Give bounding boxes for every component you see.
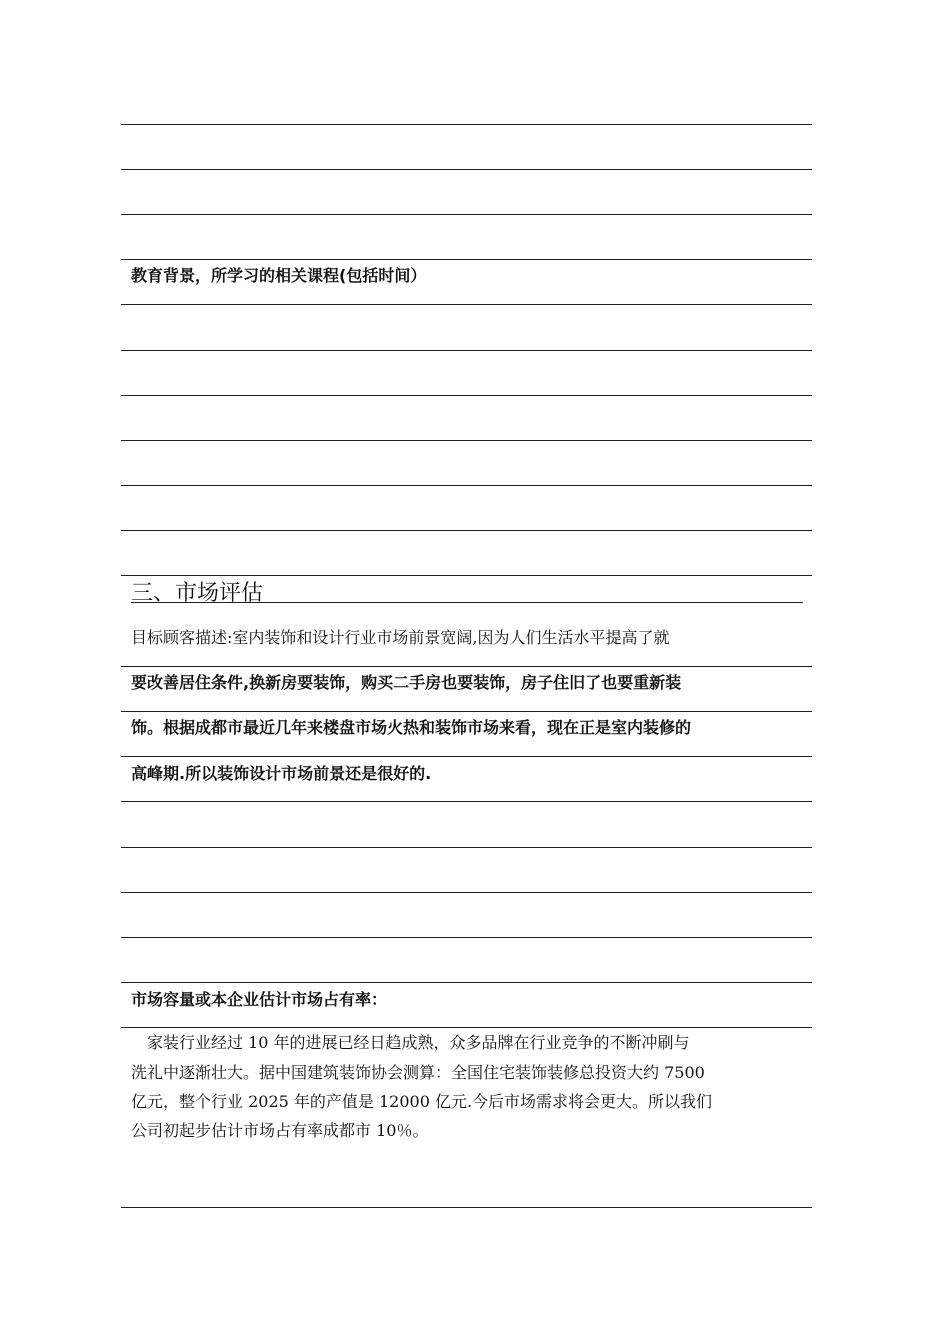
market-paragraph-line: 家装行业经过 10 年的进展已经日趋成熟，众多品牌在行业竞争的不断冲刷与 — [147, 1033, 690, 1052]
education-label: 教育背景，所学习的相关课程(包括时间） — [131, 266, 427, 285]
market-paragraph-line: 亿元，整个行业 2025 年的产值是 12000 亿元.今后市场需求将会更大。所以我们 — [131, 1092, 713, 1111]
heading-underline — [131, 602, 803, 603]
form-line — [121, 892, 812, 893]
form-line — [121, 711, 812, 712]
form-line — [121, 1207, 812, 1208]
market-paragraph-line: 公司初起步估计市场占有率成都市 10％。 — [131, 1121, 429, 1140]
target-customer-line: 目标顾客描述:室内装饰和设计行业市场前景宽阔,因为人们生活水平提高了就 — [131, 628, 670, 647]
form-line — [121, 485, 812, 486]
form-line — [121, 982, 812, 983]
market-share-label: 市场容量或本企业估计市场占有率： — [131, 990, 388, 1009]
form-line — [121, 259, 812, 260]
form-line — [121, 756, 812, 757]
form-line — [121, 214, 812, 215]
form-line — [121, 666, 812, 667]
form-line — [121, 1027, 812, 1028]
form-line — [121, 440, 812, 441]
form-line — [121, 530, 812, 531]
form-line — [121, 124, 812, 125]
target-customer-line: 饰。根据成都市最近几年来楼盘市场火热和装饰市场来看，现在正是室内装修的 — [131, 718, 692, 737]
form-line — [121, 350, 812, 351]
form-line — [121, 801, 812, 802]
target-customer-line: 要改善居住条件,换新房要装饰，购买二手房也要装饰，房子住旧了也要重新装 — [131, 673, 682, 692]
target-customer-line: 高峰期.所以装饰设计市场前景还是很好的. — [131, 764, 432, 783]
market-paragraph-line: 洗礼中逐渐壮大。据中国建筑装饰协会测算：全国住宅装饰装修总投资大约 7500 — [131, 1063, 705, 1082]
form-line — [121, 937, 812, 938]
form-line — [121, 304, 812, 305]
section-heading: 三、市场评估 — [131, 581, 264, 606]
form-line — [121, 395, 812, 396]
form-line — [121, 847, 812, 848]
form-line — [121, 169, 812, 170]
